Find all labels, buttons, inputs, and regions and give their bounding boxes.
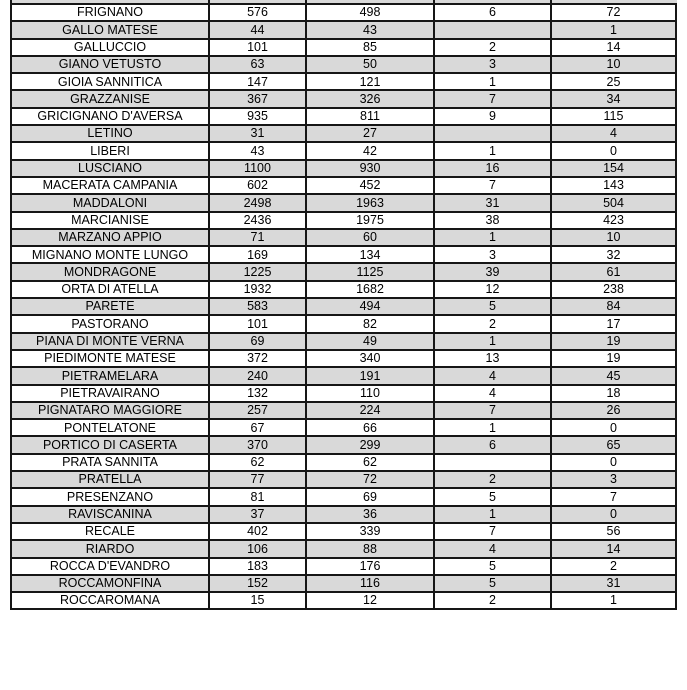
table-row	[11, 419, 676, 436]
value-cell: 238	[551, 281, 676, 298]
value-cell: 39	[434, 263, 551, 280]
municipality-name-cell: ROCCA D'EVANDRO	[11, 558, 209, 575]
value-cell: 5	[434, 488, 551, 505]
value-cell: 224	[306, 402, 434, 419]
value-cell: 106	[209, 540, 306, 557]
table-row	[11, 56, 676, 73]
value-cell: 9	[434, 108, 551, 125]
partial-cell	[435, 0, 552, 3]
value-cell: 1	[551, 592, 676, 609]
value-cell: 1682	[306, 281, 434, 298]
value-cell: 66	[306, 419, 434, 436]
value-cell: 1125	[306, 263, 434, 280]
table-row	[11, 73, 676, 90]
value-cell: 0	[551, 419, 676, 436]
value-cell: 191	[306, 367, 434, 384]
value-cell: 5	[434, 575, 551, 592]
value-cell: 84	[551, 298, 676, 315]
municipality-name-cell: PRATA SANNITA	[11, 454, 209, 471]
table-row	[11, 229, 676, 246]
value-cell: 12	[434, 281, 551, 298]
value-cell: 49	[306, 333, 434, 350]
value-cell: 935	[209, 108, 306, 125]
value-cell: 45	[551, 367, 676, 384]
table-body	[11, 4, 676, 609]
municipality-name-cell: PARETE	[11, 298, 209, 315]
value-cell: 452	[306, 177, 434, 194]
value-cell: 240	[209, 367, 306, 384]
value-cell: 4	[434, 540, 551, 557]
value-cell: 4	[551, 125, 676, 142]
value-cell: 19	[551, 350, 676, 367]
value-cell: 183	[209, 558, 306, 575]
value-cell: 31	[209, 125, 306, 142]
value-cell: 7	[434, 90, 551, 107]
municipality-name-cell: RAVISCANINA	[11, 506, 209, 523]
table-row	[11, 39, 676, 56]
value-cell: 1	[434, 333, 551, 350]
value-cell: 1100	[209, 160, 306, 177]
value-cell: 2	[434, 39, 551, 56]
value-cell: 42	[306, 142, 434, 159]
table-row	[11, 488, 676, 505]
value-cell: 116	[306, 575, 434, 592]
value-cell: 0	[551, 506, 676, 523]
value-cell: 1963	[306, 194, 434, 211]
value-cell: 10	[551, 56, 676, 73]
value-cell: 0	[551, 142, 676, 159]
municipality-name-cell: ORTA DI ATELLA	[11, 281, 209, 298]
value-cell: 339	[306, 523, 434, 540]
value-cell: 37	[209, 506, 306, 523]
table-row	[11, 298, 676, 315]
table-row	[11, 402, 676, 419]
value-cell: 504	[551, 194, 676, 211]
value-cell: 31	[551, 575, 676, 592]
table-row	[11, 471, 676, 488]
value-cell: 2	[434, 592, 551, 609]
value-cell: 85	[306, 39, 434, 56]
value-cell: 423	[551, 212, 676, 229]
value-cell: 1	[434, 73, 551, 90]
municipality-name-cell: MADDALONI	[11, 194, 209, 211]
municipality-name-cell: PORTICO DI CASERTA	[11, 436, 209, 453]
value-cell: 7	[551, 488, 676, 505]
value-cell: 494	[306, 298, 434, 315]
partial-cell	[210, 0, 307, 3]
value-cell: 1	[434, 419, 551, 436]
municipality-name-cell: PRESENZANO	[11, 488, 209, 505]
value-cell: 60	[306, 229, 434, 246]
value-cell: 1	[434, 142, 551, 159]
value-cell: 6	[434, 4, 551, 21]
value-cell: 2	[434, 315, 551, 332]
municipality-name-cell: LUSCIANO	[11, 160, 209, 177]
value-cell: 72	[306, 471, 434, 488]
table-row	[11, 4, 676, 21]
table-row	[11, 246, 676, 263]
municipality-name-cell: PIEDIMONTE MATESE	[11, 350, 209, 367]
value-cell: 50	[306, 56, 434, 73]
municipality-name-cell: PONTELATONE	[11, 419, 209, 436]
value-cell: 101	[209, 39, 306, 56]
value-cell: 15	[209, 592, 306, 609]
table-row	[11, 125, 676, 142]
value-cell: 13	[434, 350, 551, 367]
municipality-table-wrap	[10, 0, 675, 610]
value-cell: 930	[306, 160, 434, 177]
value-cell: 36	[306, 506, 434, 523]
value-cell: 176	[306, 558, 434, 575]
municipality-name-cell: FRIGNANO	[11, 4, 209, 21]
municipality-name-cell: MARCIANISE	[11, 212, 209, 229]
table-row	[11, 281, 676, 298]
value-cell: 1	[551, 21, 676, 38]
table-row	[11, 21, 676, 38]
value-cell: 77	[209, 471, 306, 488]
value-cell: 12	[306, 592, 434, 609]
table-row	[11, 160, 676, 177]
municipality-name-cell: ROCCAMONFINA	[11, 575, 209, 592]
municipality-name-cell: MARZANO APPIO	[11, 229, 209, 246]
value-cell	[434, 454, 551, 471]
municipality-name-cell: LETINO	[11, 125, 209, 142]
value-cell: 67	[209, 419, 306, 436]
value-cell: 152	[209, 575, 306, 592]
table-row	[11, 367, 676, 384]
value-cell: 25	[551, 73, 676, 90]
municipality-name-cell: GIOIA SANNITICA	[11, 73, 209, 90]
value-cell: 44	[209, 21, 306, 38]
value-cell: 62	[209, 454, 306, 471]
value-cell: 38	[434, 212, 551, 229]
municipality-name-cell: PRATELLA	[11, 471, 209, 488]
table-row	[11, 350, 676, 367]
table-row	[11, 436, 676, 453]
value-cell: 370	[209, 436, 306, 453]
value-cell	[434, 21, 551, 38]
municipality-name-cell: GALLUCCIO	[11, 39, 209, 56]
value-cell: 326	[306, 90, 434, 107]
value-cell: 340	[306, 350, 434, 367]
partial-cell	[12, 0, 210, 3]
value-cell: 3	[551, 471, 676, 488]
partial-cell	[552, 0, 677, 3]
municipality-name-cell: PIETRAMELARA	[11, 367, 209, 384]
municipality-name-cell: RIARDO	[11, 540, 209, 557]
value-cell: 61	[551, 263, 676, 280]
value-cell: 1932	[209, 281, 306, 298]
table-row	[11, 90, 676, 107]
table-row	[11, 177, 676, 194]
value-cell: 402	[209, 523, 306, 540]
value-cell: 5	[434, 298, 551, 315]
value-cell: 134	[306, 246, 434, 263]
value-cell: 27	[306, 125, 434, 142]
table-row	[11, 142, 676, 159]
value-cell: 811	[306, 108, 434, 125]
value-cell: 69	[306, 488, 434, 505]
municipality-name-cell: GRICIGNANO D'AVERSA	[11, 108, 209, 125]
municipality-name-cell: LIBERI	[11, 142, 209, 159]
value-cell: 110	[306, 385, 434, 402]
table-row	[11, 333, 676, 350]
value-cell: 16	[434, 160, 551, 177]
value-cell: 147	[209, 73, 306, 90]
value-cell: 56	[551, 523, 676, 540]
value-cell: 367	[209, 90, 306, 107]
value-cell: 2436	[209, 212, 306, 229]
value-cell: 1225	[209, 263, 306, 280]
value-cell: 31	[434, 194, 551, 211]
value-cell: 18	[551, 385, 676, 402]
value-cell: 0	[551, 454, 676, 471]
value-cell: 32	[551, 246, 676, 263]
municipality-name-cell: GALLO MATESE	[11, 21, 209, 38]
value-cell: 43	[209, 142, 306, 159]
table-row	[11, 592, 676, 609]
municipality-name-cell: MIGNANO MONTE LUNGO	[11, 246, 209, 263]
partial-cell	[307, 0, 435, 3]
value-cell: 14	[551, 540, 676, 557]
value-cell: 4	[434, 385, 551, 402]
value-cell: 498	[306, 4, 434, 21]
value-cell: 2	[434, 471, 551, 488]
value-cell: 3	[434, 246, 551, 263]
value-cell: 583	[209, 298, 306, 315]
value-cell: 2	[551, 558, 676, 575]
value-cell: 169	[209, 246, 306, 263]
table-row	[11, 194, 676, 211]
municipality-name-cell: PIETRAVAIRANO	[11, 385, 209, 402]
table-row	[11, 558, 676, 575]
value-cell: 132	[209, 385, 306, 402]
value-cell: 143	[551, 177, 676, 194]
table-row	[11, 385, 676, 402]
value-cell: 5	[434, 558, 551, 575]
value-cell: 1975	[306, 212, 434, 229]
value-cell: 299	[306, 436, 434, 453]
value-cell: 2498	[209, 194, 306, 211]
value-cell	[434, 125, 551, 142]
value-cell: 1	[434, 506, 551, 523]
municipality-table	[10, 3, 677, 610]
value-cell: 154	[551, 160, 676, 177]
value-cell: 71	[209, 229, 306, 246]
value-cell: 82	[306, 315, 434, 332]
municipality-name-cell: GRAZZANISE	[11, 90, 209, 107]
municipality-name-cell: PIGNATARO MAGGIORE	[11, 402, 209, 419]
value-cell: 81	[209, 488, 306, 505]
table-row	[11, 523, 676, 540]
value-cell: 7	[434, 523, 551, 540]
value-cell: 121	[306, 73, 434, 90]
table-row	[11, 108, 676, 125]
table-row	[11, 506, 676, 523]
value-cell: 602	[209, 177, 306, 194]
municipality-name-cell: PASTORANO	[11, 315, 209, 332]
municipality-name-cell: ROCCAROMANA	[11, 592, 209, 609]
value-cell: 65	[551, 436, 676, 453]
value-cell: 3	[434, 56, 551, 73]
table-row	[11, 315, 676, 332]
value-cell: 19	[551, 333, 676, 350]
municipality-name-cell: PIANA DI MONTE VERNA	[11, 333, 209, 350]
value-cell: 17	[551, 315, 676, 332]
table-row	[11, 575, 676, 592]
municipality-name-cell: MACERATA CAMPANIA	[11, 177, 209, 194]
municipality-name-cell: GIANO VETUSTO	[11, 56, 209, 73]
value-cell: 115	[551, 108, 676, 125]
municipality-name-cell: MONDRAGONE	[11, 263, 209, 280]
value-cell: 10	[551, 229, 676, 246]
value-cell: 6	[434, 436, 551, 453]
value-cell: 26	[551, 402, 676, 419]
value-cell: 257	[209, 402, 306, 419]
table-row	[11, 540, 676, 557]
value-cell: 101	[209, 315, 306, 332]
value-cell: 88	[306, 540, 434, 557]
value-cell: 69	[209, 333, 306, 350]
value-cell: 14	[551, 39, 676, 56]
table-row	[11, 454, 676, 471]
table-row	[11, 263, 676, 280]
value-cell: 372	[209, 350, 306, 367]
value-cell: 4	[434, 367, 551, 384]
value-cell: 34	[551, 90, 676, 107]
value-cell: 63	[209, 56, 306, 73]
value-cell: 43	[306, 21, 434, 38]
value-cell: 576	[209, 4, 306, 21]
value-cell: 7	[434, 402, 551, 419]
table-row	[11, 212, 676, 229]
value-cell: 62	[306, 454, 434, 471]
municipality-name-cell: RECALE	[11, 523, 209, 540]
value-cell: 1	[434, 229, 551, 246]
value-cell: 7	[434, 177, 551, 194]
value-cell: 72	[551, 4, 676, 21]
